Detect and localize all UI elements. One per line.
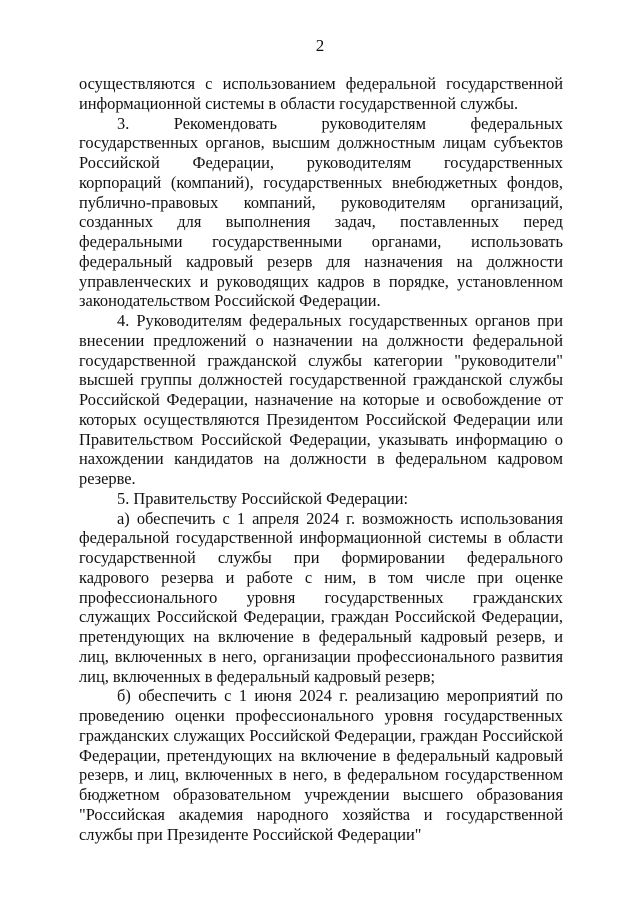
paragraph-item-5a: а) обеспечить с 1 апреля 2024 г. возможность использования федеральной государственной информационной системы в области государственной службы при формировании федерального кадрового резерва и работе с ним, в том числе при оценке профессионального уровня государственных гражданских служащих Российской Федерации, граждан Российской Федерации, претендующих на включение в федеральный кадровый резерв, и лиц, включенных в него, организации профессионального развития лиц, включенных в федеральный кадровый резерв; [79,508,563,686]
page-number: 2 [315,36,325,55]
paragraph-item-4: 4. Руководителям федеральных государственных органов при внесении предложений о назначении на должности федеральной государственной гражданской службы категории "руководители" высшей группы должностей государственной гражданской службы Российской Федерации, назначение на которые и освобождение от которых осуществляются Президентом Российской Федерации или Правительством Российской Федерации, указывать информацию о нахождении кандидатов на должности в федеральном кадровом резерве. [79,311,563,488]
paragraph-item-5b: б) обеспечить с 1 июня 2024 г. реализацию мероприятий по проведению оценки профессионального уровня государственных гражданских служащих Российской Федерации, граждан Российской Федерации, претендующих на включение в федеральный кадровый резерв, и лиц, включенных в него, в федеральном государственном бюджетном образовательном учреждении высшего образования "Российская академия народного хозяйства и государственной службы при Президенте Российской Федерации" [79,686,563,844]
paragraph-continuation: осуществляются с использованием федеральной государственной информационной системы в области государственной службы. [79,74,563,113]
paragraph-item-5: 5. Правительству Российской Федерации: [117,488,409,508]
paragraph-item-3: 3. Рекомендовать руководителям федеральных государственных органов, высшим должностным лицам субъектов Российской Федерации, руководителям государственных корпораций (компаний), государственных внебюджетных фондов, публично-правовых компаний, руководителям организаций, созданных для выполнения задач, поставленных перед федеральными государственными органами, использовать федеральный кадровый резерв для назначения на должности управленческих и руководящих кадров в порядке, установленном законодательством Российской Федерации. [79,113,563,311]
document-body [79,74,563,844]
